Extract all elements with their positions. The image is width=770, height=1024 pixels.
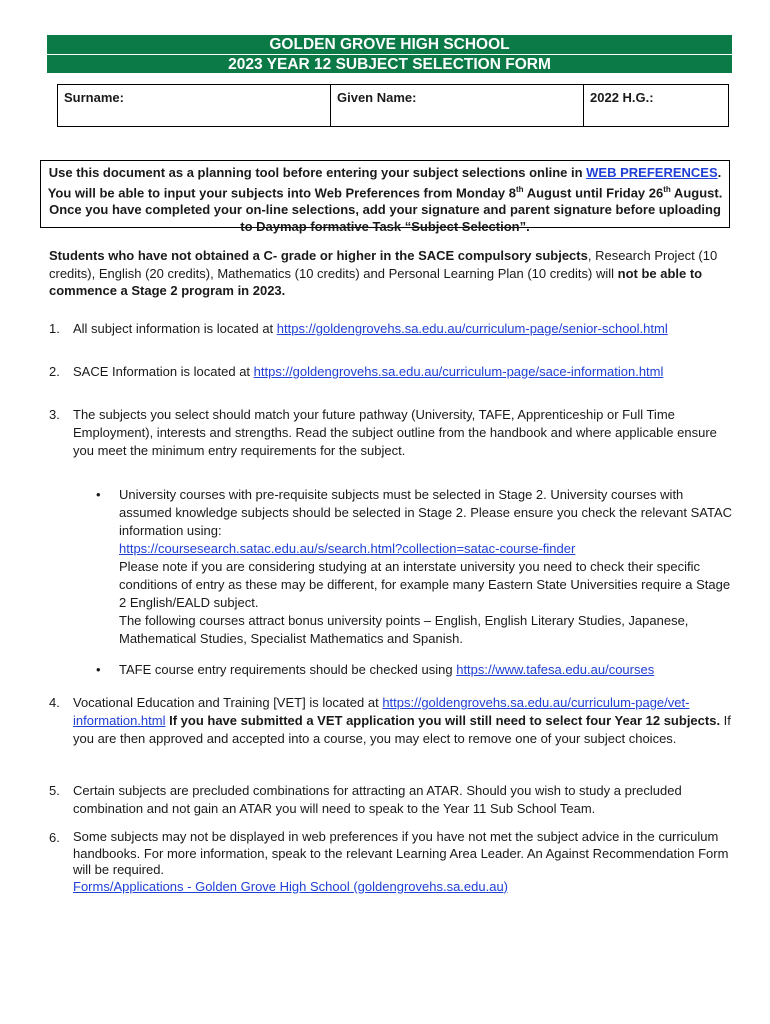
list-item-4 xyxy=(49,694,735,748)
web-preferences-link[interactable]: WEB PREFERENCES xyxy=(586,165,718,180)
list-item-2 xyxy=(49,363,735,381)
notice-sup-1: th xyxy=(516,185,524,194)
school-name: GOLDEN GROVE HIGH SCHOOL xyxy=(47,35,732,55)
notice-text-4: August. Once you have completed your on-line selections, add your signature and parent signature before uploading to Daymap formative Task “Subject Selection”. xyxy=(49,185,723,235)
form-title: 2023 YEAR 12 SUBJECT SELECTION FORM xyxy=(228,56,551,73)
list-item-3 xyxy=(49,406,735,460)
sace-information-link[interactable]: https://goldengrovehs.sa.edu.au/curriculum-page/sace-information.html xyxy=(253,364,664,379)
bullet-tafe xyxy=(96,661,736,679)
title-banner xyxy=(47,35,732,73)
item-number: 1. xyxy=(49,321,60,336)
bullet-text-3: The following courses attract bonus university points – English, English Literary Studies, Japanese, Mathematical Studies, Specialist Mathematics and Spanish. xyxy=(119,613,689,646)
notice-text-2: . You will be able to input your subjects into Web Preferences from Monday 8 xyxy=(47,165,722,201)
item-number: 5. xyxy=(49,783,60,798)
intro-bold-1: Students who have not obtained a C- grade or higher in the SACE compulsory subjects xyxy=(49,248,588,263)
item-text: All subject information is located at xyxy=(73,321,277,336)
item-number: 3. xyxy=(49,407,60,422)
list-item-6 xyxy=(49,829,735,895)
notice-text-1: Use this document as a planning tool before entering your subject selections online in xyxy=(48,165,587,180)
student-details-table xyxy=(57,84,729,127)
senior-school-link[interactable]: https://goldengrovehs.sa.edu.au/curriculum-page/senior-school.html xyxy=(276,321,668,336)
item-number: 6. xyxy=(49,830,60,845)
given-name-field[interactable] xyxy=(331,85,584,127)
item-text: Vocational Education and Training [VET] is located at xyxy=(73,695,383,710)
item-text-2: If you are then approved and accepted into a course, you may elect to remove one of your subject choices. xyxy=(73,713,731,746)
surname-label: Surname: xyxy=(64,90,124,105)
item-text: The subjects you select should match your future pathway (University, TAFE, Apprenticeship or Full Time Employment), interests and strengths. Read the subject outline from the handbook and where applicable ensure you meet the minimum entry requirements for the subject. xyxy=(73,407,717,458)
bullet-text-1: TAFE course entry requirements should be checked using xyxy=(119,662,457,677)
item-text: Certain subjects are precluded combinations for attracting an ATAR. Should you wish to study a precluded combination and not gain an ATAR you will need to speak to the Year 11 Sub School Team. xyxy=(73,783,682,816)
bullet-dot: • xyxy=(96,487,101,502)
bullet-text-1: University courses with pre-requisite subjects must be selected in Stage 2. University courses with assumed knowledge subjects should be selected in Stage 2. Please ensure you check the relevant SATAC information using: xyxy=(119,487,733,538)
satac-course-finder-link[interactable]: https://coursesearch.satac.edu.au/s/search.html?collection=satac-course-finder xyxy=(119,541,576,556)
notice-sup-2: th xyxy=(663,185,671,194)
bullet-text-2: Please note if you are considering studying at an interstate university you need to check their specific conditions of entry as these may be different, for example many Eastern State Universities require a Stage 2 English/EALD subject. xyxy=(119,559,731,610)
sace-requirement-paragraph xyxy=(49,247,735,300)
planning-notice xyxy=(40,160,730,235)
item-text: Some subjects may not be displayed in web preferences if you have not met the subject advice in the curriculum handbooks. For more information, speak to the relevant Learning Area Leader. An Against Recommendation Form will be required. xyxy=(73,829,729,877)
item-number: 2. xyxy=(49,364,60,379)
item-number: 4. xyxy=(49,695,60,710)
forms-applications-link[interactable]: Forms/Applications - Golden Grove High School (goldengrovehs.sa.edu.au) xyxy=(73,878,509,894)
item-text: SACE Information is located at xyxy=(73,364,254,379)
intro-text: , Research Project (10 credits), English (20 credits), Mathematics (10 credits) and Personal Learning Plan (10 credits) will xyxy=(49,248,718,281)
home-group-label: 2022 H.G.: xyxy=(590,90,654,105)
notice-text-3: August until Friday 26 xyxy=(523,185,664,201)
given-name-label: Given Name: xyxy=(337,90,417,105)
list-item-1 xyxy=(49,320,735,338)
home-group-field[interactable] xyxy=(584,85,729,127)
surname-field[interactable] xyxy=(58,85,331,127)
item-bold: If you have submitted a VET application you will still need to select four Year 12 subjects. xyxy=(165,713,721,728)
bullet-dot: • xyxy=(96,662,101,677)
vet-information-link[interactable]: https://goldengrovehs.sa.edu.au/curriculum-page/vet-information.html xyxy=(73,695,690,728)
intro-bold-2: not be able to commence a Stage 2 program in 2023. xyxy=(49,265,703,298)
bullet-university xyxy=(96,486,736,648)
tafe-courses-link[interactable]: https://www.tafesa.edu.au/courses xyxy=(456,662,655,677)
list-item-5 xyxy=(49,782,735,818)
